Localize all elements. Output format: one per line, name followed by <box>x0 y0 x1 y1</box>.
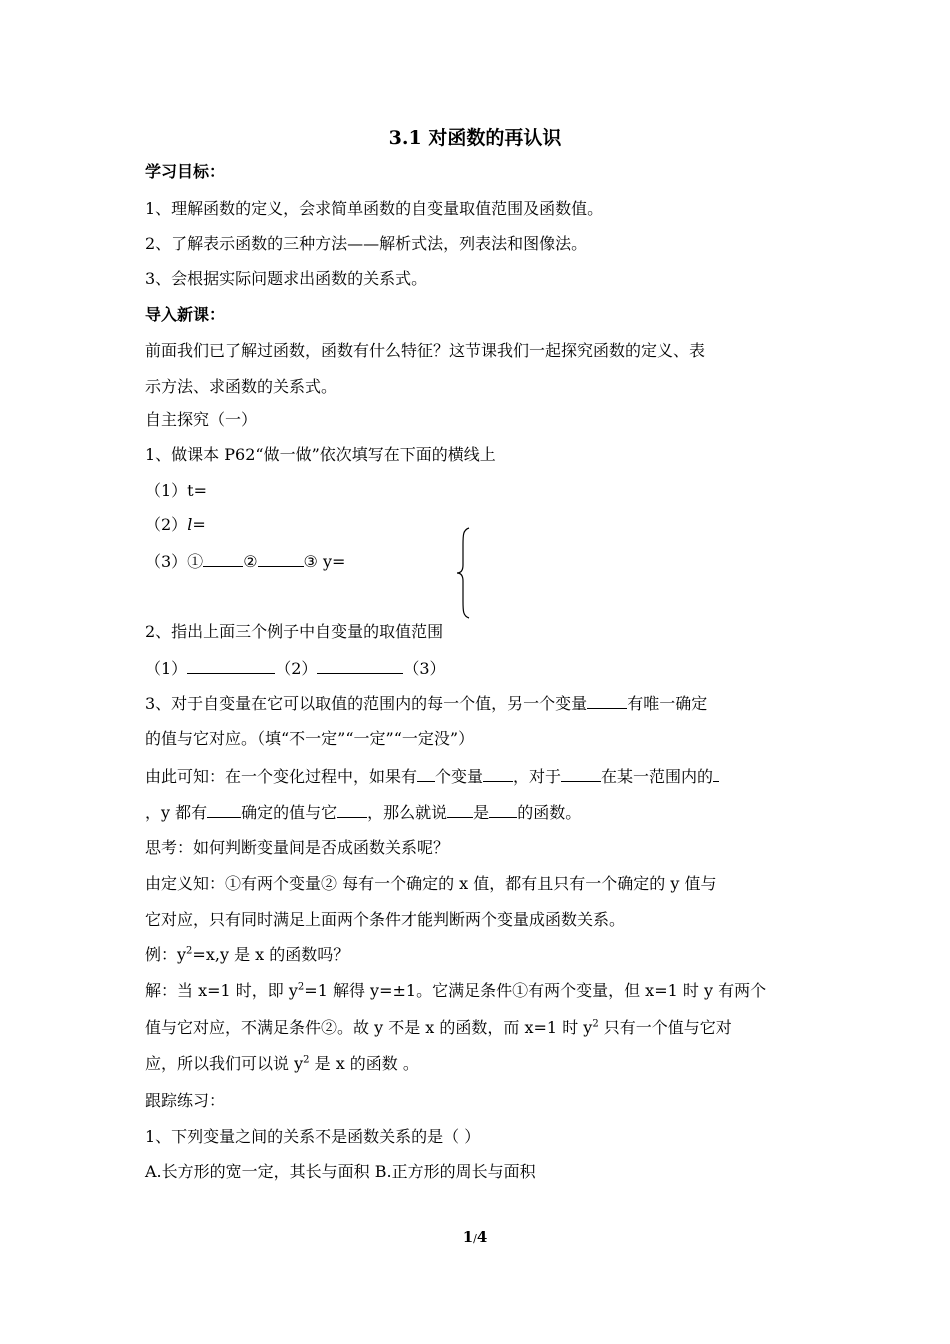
blank-line[interactable] <box>258 549 304 567</box>
practice-heading: 跟踪练习： <box>145 1091 226 1110</box>
sol3-sup: 2 <box>303 1054 310 1066</box>
q2-part-c: （3） <box>403 659 446 678</box>
left-brace-icon <box>455 527 471 619</box>
blank-line[interactable] <box>203 549 243 567</box>
concl2-c: ，那么就说 <box>367 803 448 822</box>
goal-item-1: 1、理解函数的定义，会求简单函数的自变量取值范围及函数值。 <box>145 199 604 218</box>
question-1-part-b <box>145 513 206 537</box>
q1b-prefix: （2） <box>145 515 188 534</box>
sol2-sup: 2 <box>592 1018 599 1030</box>
sol2-a: 值与它对应，不满足条件②。故 y 不是 x 的函数，而 x=1 时 y <box>145 1018 593 1037</box>
q1b-suffix: = <box>192 515 206 534</box>
concl-d: 在某一范围内的 <box>601 767 714 786</box>
ex-sup: 2 <box>186 945 193 957</box>
conclusion-line-2 <box>145 800 581 825</box>
q2-part-b: （2） <box>275 659 318 678</box>
blank-line[interactable] <box>561 764 601 782</box>
definition-line-1: 由定义知：①有两个变量② 每有一个确定的 x 值，都有且只有一个确定的 y 值与 <box>145 874 717 893</box>
concl2-e: 的函数。 <box>517 803 582 822</box>
question-1: 1、做课本 P62“做一做”依次填写在下面的横线上 <box>145 445 496 464</box>
q1c-p2: ② <box>243 552 258 571</box>
section-heading-goals: 学习目标： <box>145 162 226 181</box>
blank-line[interactable] <box>587 691 627 709</box>
question-1-part-c <box>145 549 345 574</box>
question-3-line-2: 的值与它对应。（填“不一定”“一定”“一定没”） <box>145 729 475 748</box>
page-current: 1 <box>462 1228 474 1246</box>
page-sep: / <box>473 1232 477 1245</box>
concl2-a: ，y 都有 <box>145 803 208 822</box>
blank-line[interactable] <box>417 764 435 782</box>
sol1-sup: 2 <box>297 981 305 993</box>
intro-line-2: 示方法、求函数的关系式。 <box>145 377 338 396</box>
concl-c: ，对于 <box>513 767 562 786</box>
solution-line-1 <box>145 979 766 1003</box>
example-question <box>145 943 349 967</box>
blank-line[interactable] <box>207 800 241 818</box>
q3-b: 有唯一确定 <box>627 694 708 713</box>
concl2-d: 是 <box>473 803 490 822</box>
question-3-line-1 <box>145 691 707 716</box>
concl-b: 个变量 <box>435 767 484 786</box>
q1c-p3: ③ y= <box>303 552 346 571</box>
solution-line-2 <box>145 1016 732 1040</box>
conclusion-line-1 <box>145 764 719 789</box>
practice-options: A.长方形的宽一定，其长与面积 B.正方形的周长与面积 <box>145 1162 536 1181</box>
sol1-b: =1 解得 y=±1。它满足条件①有两个变量，但 x=1 时 y 有两个 <box>304 981 767 1000</box>
practice-question-1: 1、下列变量之间的关系不是函数关系的是（ ） <box>145 1127 481 1146</box>
ex-b: =x,y 是 x 的函数吗？ <box>192 945 350 964</box>
question-2-blanks <box>145 656 446 681</box>
blank-line[interactable] <box>483 764 513 782</box>
sol1-a: 解：当 x=1 时，即 y <box>145 981 298 1000</box>
intro-line-1: 前面我们已了解过函数，函数有什么特征？这节课我们一起探究函数的定义、表 <box>145 341 706 360</box>
ex-a: 例：y <box>145 945 187 964</box>
q1c-p1: （3）① <box>145 552 204 571</box>
q2-part-a: （1） <box>145 659 188 678</box>
page-total: 4 <box>476 1228 488 1246</box>
blank-line[interactable] <box>447 800 473 818</box>
question-1-part-a: （1）t= <box>145 481 208 500</box>
concl2-b: 确定的值与它 <box>241 803 338 822</box>
blank-line[interactable] <box>713 764 719 782</box>
page-number <box>0 1228 950 1246</box>
goal-item-2: 2、了解表示函数的三种方法——解析式法，列表法和图像法。 <box>145 234 588 253</box>
think-question: 思考：如何判断变量间是否成函数关系呢？ <box>145 838 450 857</box>
section-heading-intro: 导入新课： <box>145 305 226 324</box>
concl-a: 由此可知：在一个变化过程中，如果有 <box>145 767 418 786</box>
q3-a: 3、对于自变量在它可以取值的范围内的每一个值，另一个变量 <box>145 694 588 713</box>
blank-line[interactable] <box>337 800 367 818</box>
explore-heading: 自主探究（一） <box>145 410 258 429</box>
sol3-a: 应，所以我们可以说 y <box>145 1054 304 1073</box>
sol3-b: 是 x 的函数 。 <box>309 1054 419 1073</box>
blank-line[interactable] <box>489 800 517 818</box>
q1b-var: l <box>187 515 193 534</box>
goal-item-3: 3、会根据实际问题求出函数的关系式。 <box>145 269 428 288</box>
blank-line[interactable] <box>187 656 275 674</box>
page-title: 3.1 对函数的再认识 <box>388 127 562 149</box>
solution-line-3 <box>145 1052 419 1076</box>
sol2-b: 只有一个值与它对 <box>598 1018 732 1037</box>
question-2: 2、指出上面三个例子中自变量的取值范围 <box>145 622 444 641</box>
definition-line-2: 它对应，只有同时满足上面两个条件才能判断两个变量成函数关系。 <box>145 910 626 929</box>
blank-line[interactable] <box>317 656 403 674</box>
